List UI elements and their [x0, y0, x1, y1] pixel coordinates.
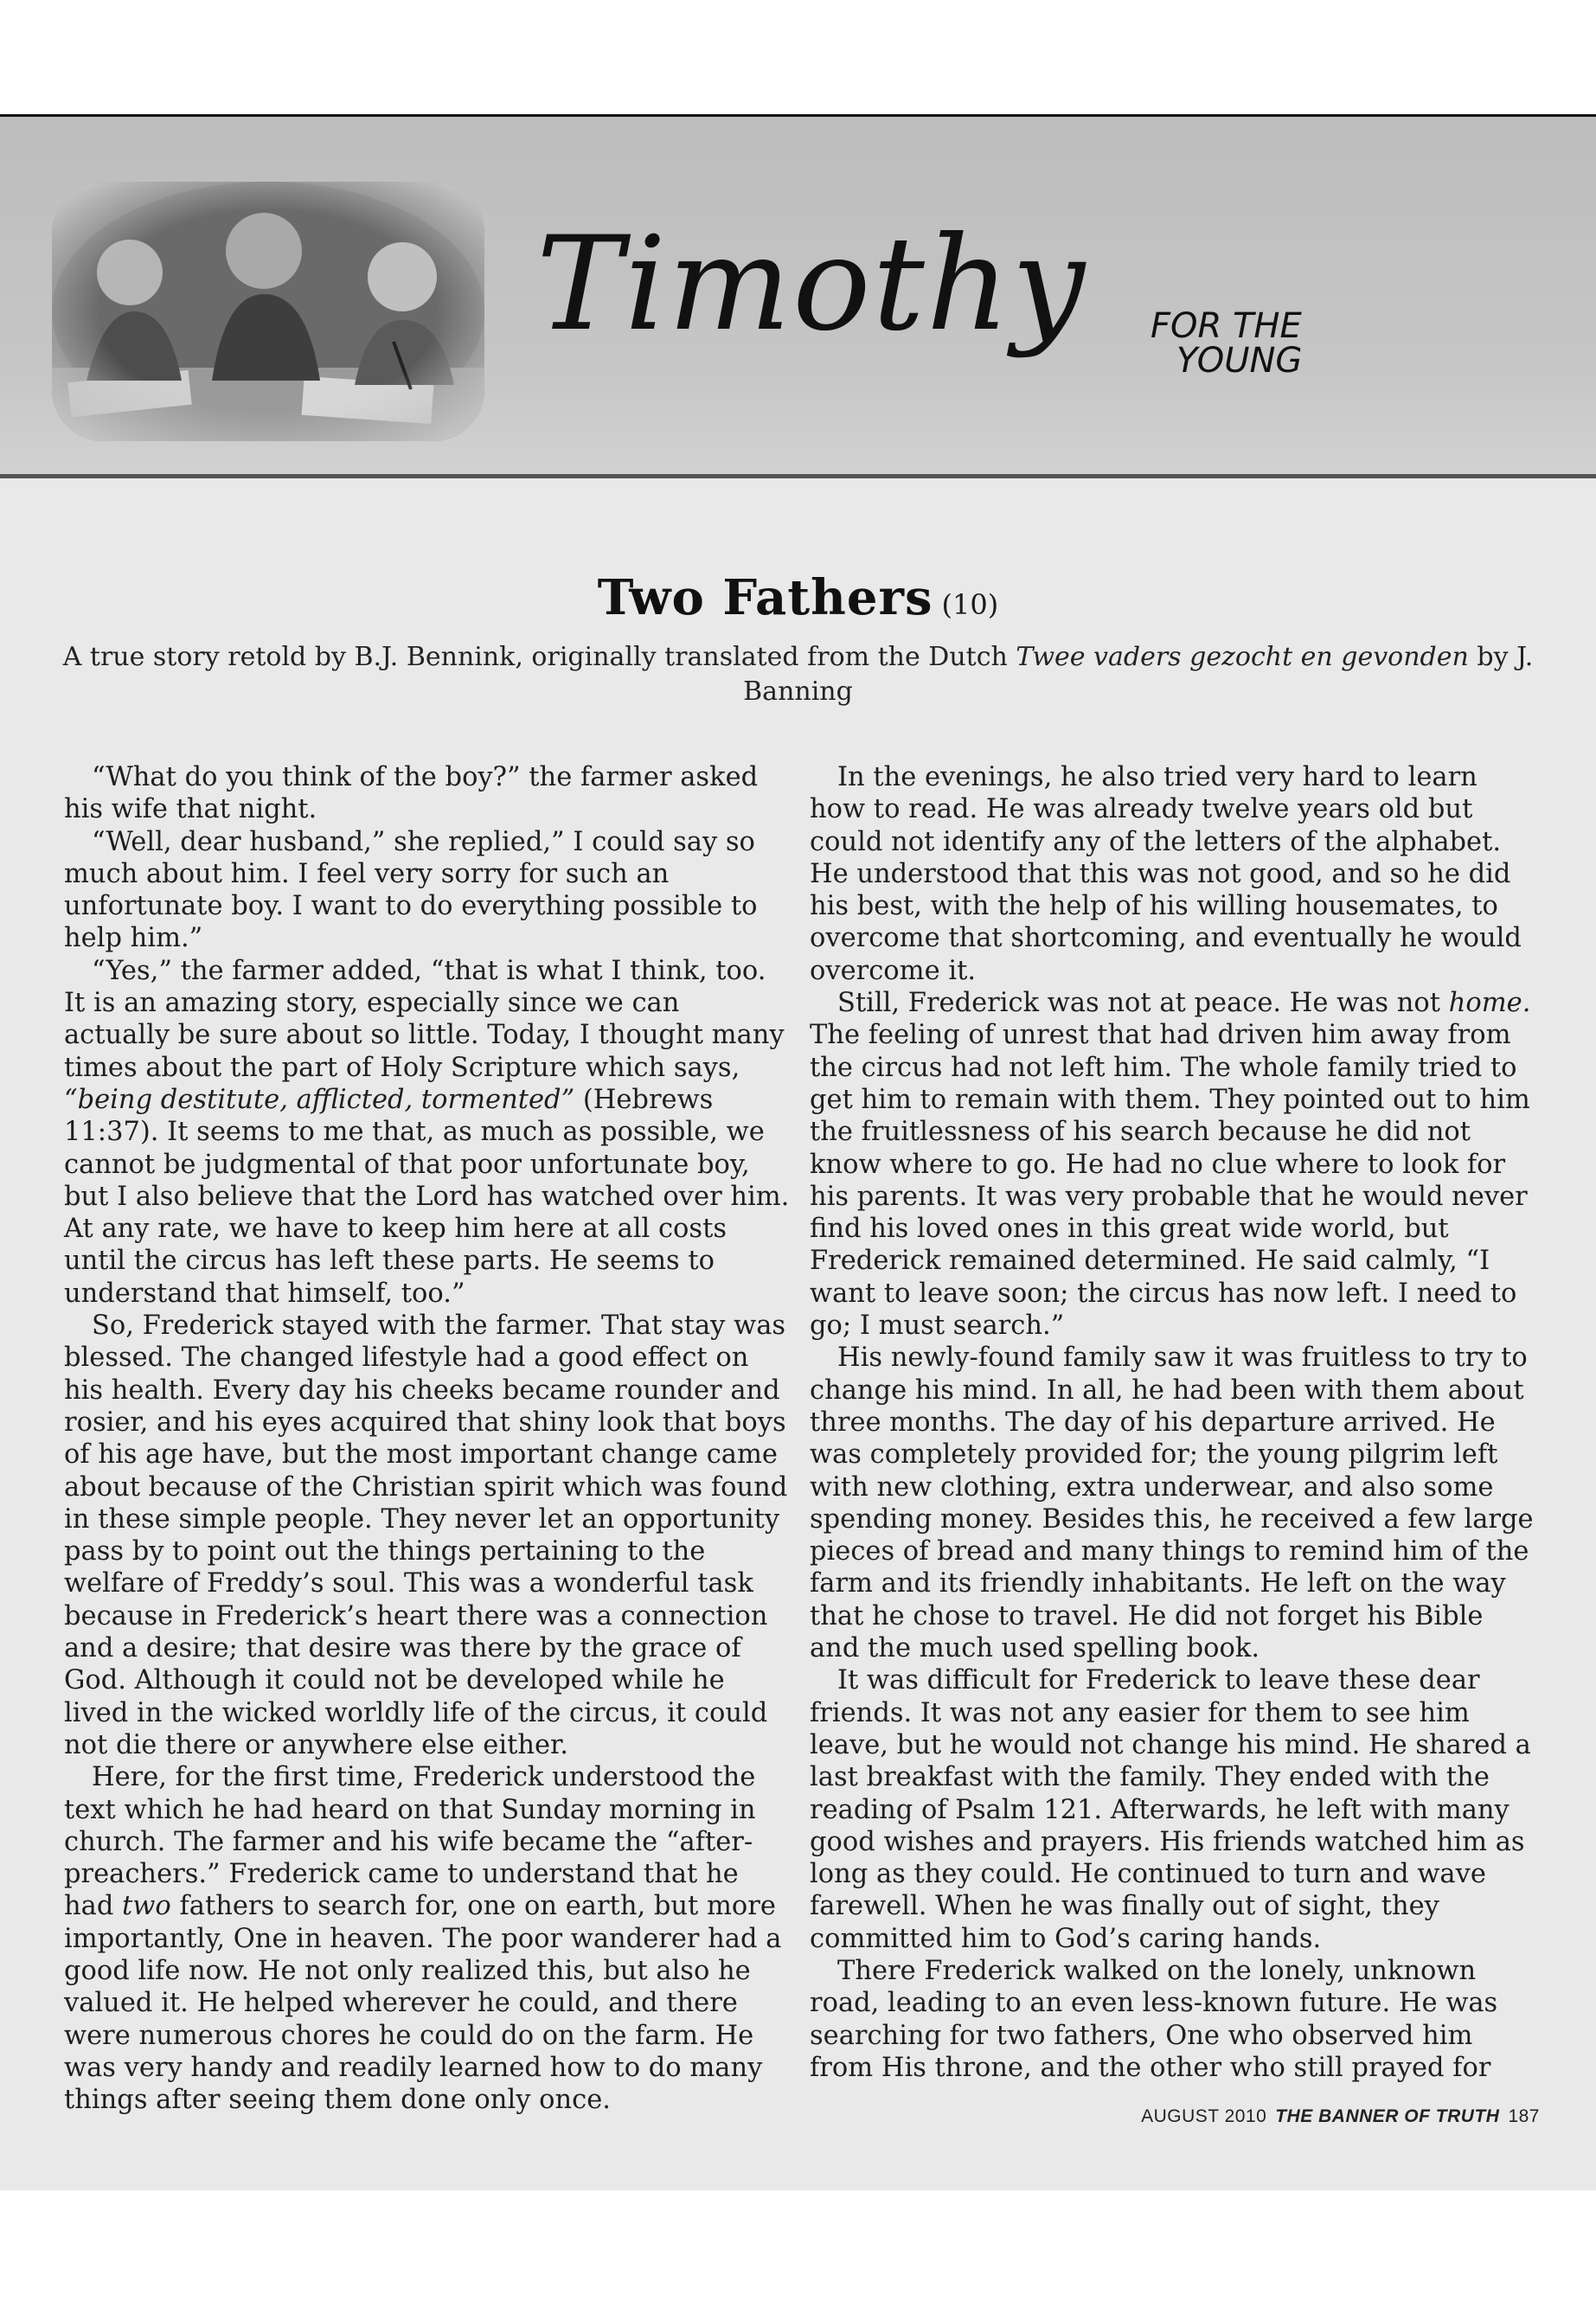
story-title: Two Fathers — [597, 569, 933, 626]
story-title-block — [0, 569, 1596, 626]
masthead-subtitle-line2: YOUNG — [1176, 341, 1303, 381]
byline-pre: A true story retold by B.J. Bennink, originally translated from the Dutch — [62, 642, 1016, 672]
band-rule — [0, 474, 1596, 478]
paragraph: It was difficult for Frederick to leave these dear friends. It was not any easier for them to see him leave, but he would not change his mind. He shared a last breakfast with the family. They ended with the reading of Psalm 121. Afterwards, he left with many good wishes and prayers. His friends watched him as long as they could. He continued to turn and wave farewell. When he was finally out of sight, they committed him to God’s caring hands. — [810, 1665, 1531, 1954]
paragraph: There Frederick walked on the lonely, unknown road, leading to an even less-known future. He was searching for two fathers, One who observed him from His throne, and the other who still prayed for — [810, 1955, 1498, 2083]
paragraph: Still, Frederick was not at peace. He was not home. The feeling of unrest that had driven him away from the circus had not left him. The whole family tried to get him to remain with them. They pointed out to him the fruitlessness of his search because he did not know where to go. He had no clue where to look for his parents. It was very probable that he would never find his loved ones in this great wide world, but Frederick remained determined. He said calmly, “I want to leave soon; the circus has now left. I need to go; I must search.” — [810, 988, 1531, 1342]
page-footer — [1038, 2106, 1540, 2127]
right-column — [810, 761, 1536, 2084]
story-number: (10) — [941, 588, 999, 621]
masthead-title: Timothy — [536, 209, 1087, 360]
masthead-subtitle-line1: FOR THE — [1151, 306, 1302, 346]
footer-page-number: 187 — [1508, 2106, 1540, 2126]
paragraph: Here, for the first time, Frederick understood the text which he had heard on that Sunday morning in church. The farmer and his wife became the “after-preachers.” Frederick came to understand that he had two fathers to search for, one on earth, but more importantly, One in heaven. The poor wanderer had a good life now. He not only realized this, but also he valued it. He helped wherever he could, and there were numerous chores he could do on the farm. He was very handy and readily learned how to do many things after seeing them done only once. — [64, 1762, 782, 2116]
left-column — [64, 761, 791, 2116]
byline-post: by J. Banning — [743, 642, 1534, 707]
byline — [61, 640, 1535, 709]
paragraph: So, Frederick stayed with the farmer. That stay was blessed. The changed lifestyle had a good effect on his health. Every day his cheeks became rounder and rosier, and his eyes acquired that shiny look that boys of his age have, but the most important change came about because of the Christian spirit which was found in these simple people. They never let an opportunity pass by to point out the things pertaining to the welfare of Freddy’s soul. This was a wonderful task because in Frederick’s heart there was a connection and a desire; that desire was there by the grace of God. Although it could not be developed while he lived in the wicked worldly life of the circus, it could not die there or anywhere else either. — [64, 1311, 788, 1760]
masthead-timothy-logo — [536, 199, 1488, 441]
top-rule — [0, 114, 1596, 117]
byline-dutch-title: Twee vaders gezocht en gevonden — [1016, 642, 1469, 672]
footer-publication: THE BANNER OF TRUTH — [1275, 2106, 1500, 2126]
footer-date: AUGUST 2010 — [1141, 2106, 1267, 2126]
paragraph: “Well, dear husband,” she replied,” I could say so much about him. I feel very sorry for such an unfortunate boy. I want to do everything possible to help him.” — [64, 826, 758, 954]
paragraph: His newly-found family saw it was fruitless to try to change his mind. In all, he had been with them about three months. The day of his departure arrived. He was completely provided for; the young pilgrim left with new clothing, extra underwear, and also some spending money. Besides this, he received a few large pieces of bread and many things to remind him of the farm and its friendly inhabitants. He left on the way that he chose to travel. He did not forget his Bible and the much used spelling book. — [810, 1343, 1534, 1664]
children-drawing-photo-icon — [52, 182, 484, 441]
paragraph: “What do you think of the boy?” the farmer asked his wife that night. — [64, 762, 759, 825]
paragraph: “Yes,” the farmer added, “that is what I think, too. It is an amazing story, especially since we can actually be sure about so little. Today, I thought many times about the part of Holy Scripture which says, “being destitute, afflicted, tormented” (Hebrews 11:37). It seems to me that, as much as possible, we cannot be judgmental of that poor unfortunate boy, but I also believe that the Lord has watched over him. At any rate, we have to keep him here at all costs until the circus has left these parts. He seems to understand that himself, too.” — [64, 955, 790, 1309]
paragraph: In the evenings, he also tried very hard to learn how to read. He was already twelve years old but could not identify any of the letters of the alphabet. He understood that this was not good, and so he did his best, with the help of his willing housemates, to overcome that shortcoming, and eventually he would overcome it. — [810, 762, 1522, 986]
